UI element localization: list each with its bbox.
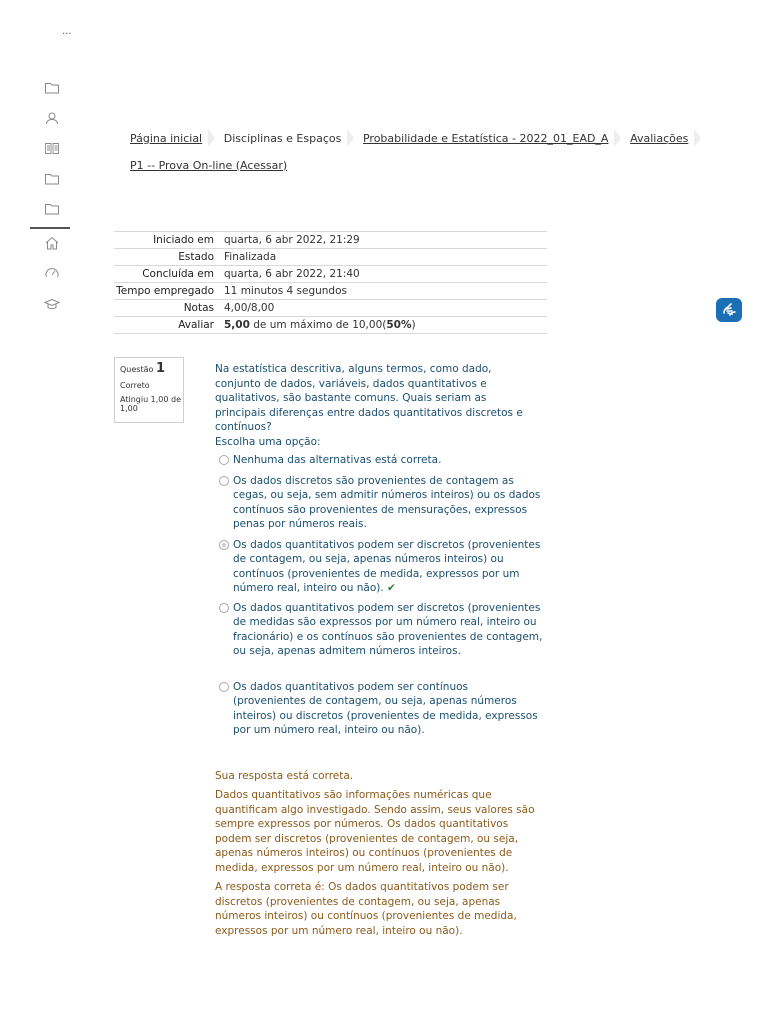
radio-button[interactable]	[219, 455, 229, 465]
folder-icon[interactable]	[44, 171, 60, 187]
folder-icon[interactable]	[44, 201, 60, 217]
breadcrumb-course-link[interactable]: Probabilidade e Estatística - 2022_01_EAD_A	[362, 131, 609, 145]
feedback-result: Sua resposta está correta.	[215, 770, 354, 782]
row-value: quarta, 6 abr 2022, 21:40	[224, 268, 360, 280]
feedback-correct-answer: A resposta correta é: Os dados quantitativos podem ser discretos (provenientes de contagem, ou seja, apenas números inteiros) ou contínuos (provenientes de medida, expressos por um número real, inteiro ou não).	[215, 881, 517, 937]
radio-button[interactable]	[219, 476, 229, 486]
user-icon[interactable]	[44, 110, 60, 126]
breadcrumb-home-link[interactable]: Página inicial	[130, 131, 203, 145]
check-icon: ✔	[387, 582, 396, 595]
question-text: Na estatística descritiva, alguns termos, como dado, conjunto de dados, variáveis, dados quantitativos e qualitativos, são bastante comuns. Quais seriam as principais diferenças entre dados quantitativos discretos e contínuos?	[215, 363, 523, 434]
option-text: Os dados quantitativos podem ser discretos (provenientes de contagem, ou seja, apenas números inteiros) ou contínuos (provenientes de medida, expressos por um número real, inteiro ou não).	[233, 539, 541, 595]
option-text: Nenhuma das alternativas está correta.	[233, 454, 442, 466]
feedback-explanation: Dados quantitativos são informações numéricas que quantificam algo investigado. Sendo assim, seus valores são sempre expressos por números. Os dados quantitativos podem ser discretos (provenientes de contagem, ou seja, apenas números inteiros) ou contínuos (provenientes de medida, expressos por um número real, inteiro ou não).	[215, 789, 535, 874]
menu-dots[interactable]: ...	[62, 26, 72, 37]
question-info-box	[114, 357, 184, 423]
option-text: Os dados discretos são provenientes de contagem as cegas, ou seja, sem admitir números inteiros) ou os dados contínuos são provenientes de mensurações, expressos penas por números reais.	[233, 475, 541, 531]
question-status: Correto	[120, 381, 150, 390]
graduation-cap-icon[interactable]	[44, 296, 60, 312]
grade-rest: de um máximo de 10,00(	[249, 319, 387, 331]
grade-bold: 5,00	[224, 319, 250, 331]
breadcrumb	[130, 129, 710, 172]
table-row	[114, 266, 547, 283]
table-row	[114, 317, 547, 334]
choose-option-label: Escolha uma opção:	[215, 436, 321, 448]
row-label: Estado	[178, 251, 214, 263]
table-row	[114, 249, 547, 266]
breadcrumb-separator	[614, 129, 620, 147]
sidebar-divider	[30, 227, 70, 229]
answer-option[interactable]	[219, 474, 541, 532]
row-label: Iniciado em	[153, 234, 214, 246]
option-text: Os dados quantitativos podem ser discretos (provenientes de medidas são expressos por um número real, inteiro ou fracionário) e os contínuos são provenientes de contagem, ou seja, apenas admitem números inteiros.	[233, 602, 543, 658]
radio-button[interactable]	[219, 682, 229, 692]
breadcrumb-disciplines: Disciplinas e Espaços	[223, 131, 342, 145]
row-label: Notas	[183, 302, 214, 314]
breadcrumb-evaluations-link[interactable]: Avaliações	[630, 131, 689, 145]
row-label: Avaliar	[178, 319, 214, 331]
question-number: 1	[155, 361, 165, 376]
radio-button-checked[interactable]	[219, 540, 229, 550]
radio-button[interactable]	[219, 603, 229, 613]
row-value: 11 minutos 4 segundos	[224, 285, 347, 297]
sign-language-icon	[716, 298, 742, 322]
row-label: Concluída em	[142, 268, 214, 280]
row-label: Tempo empregado	[116, 285, 214, 297]
dashboard-icon[interactable]	[44, 265, 60, 281]
breadcrumb-separator	[208, 129, 214, 147]
answer-option[interactable]	[219, 453, 529, 467]
breadcrumb-separator	[694, 129, 700, 147]
book-icon[interactable]	[44, 140, 60, 156]
answer-option-selected[interactable]	[219, 538, 541, 596]
answer-option[interactable]	[219, 680, 538, 738]
breadcrumb-quiz-link[interactable]: P1 -- Prova On-line (Acessar)	[130, 158, 288, 172]
breadcrumb-separator	[347, 129, 353, 147]
grade-percent: 50%	[386, 319, 412, 331]
answer-option[interactable]	[219, 601, 543, 659]
attempt-summary-table	[114, 231, 547, 334]
grade-end: )	[411, 319, 416, 331]
table-row	[114, 283, 547, 300]
row-value: quarta, 6 abr 2022, 21:29	[224, 234, 360, 246]
folder-icon[interactable]	[44, 80, 60, 96]
row-value: 4,00/8,00	[224, 302, 275, 314]
row-value: Finalizada	[224, 251, 277, 263]
option-text: Os dados quantitativos podem ser contínuos (provenientes de contagem, ou seja, apenas números inteiros) ou discretos (provenientes de medida, expressos por um número real, inteiro ou não).	[233, 681, 538, 737]
question-grade: Atingiu 1,00 de 1,00	[120, 395, 182, 413]
accessibility-button[interactable]	[716, 298, 742, 322]
grade-value	[220, 317, 547, 334]
table-row	[114, 232, 547, 249]
table-row	[114, 300, 547, 317]
home-icon[interactable]	[44, 235, 60, 251]
question-label: Questão	[120, 365, 154, 374]
